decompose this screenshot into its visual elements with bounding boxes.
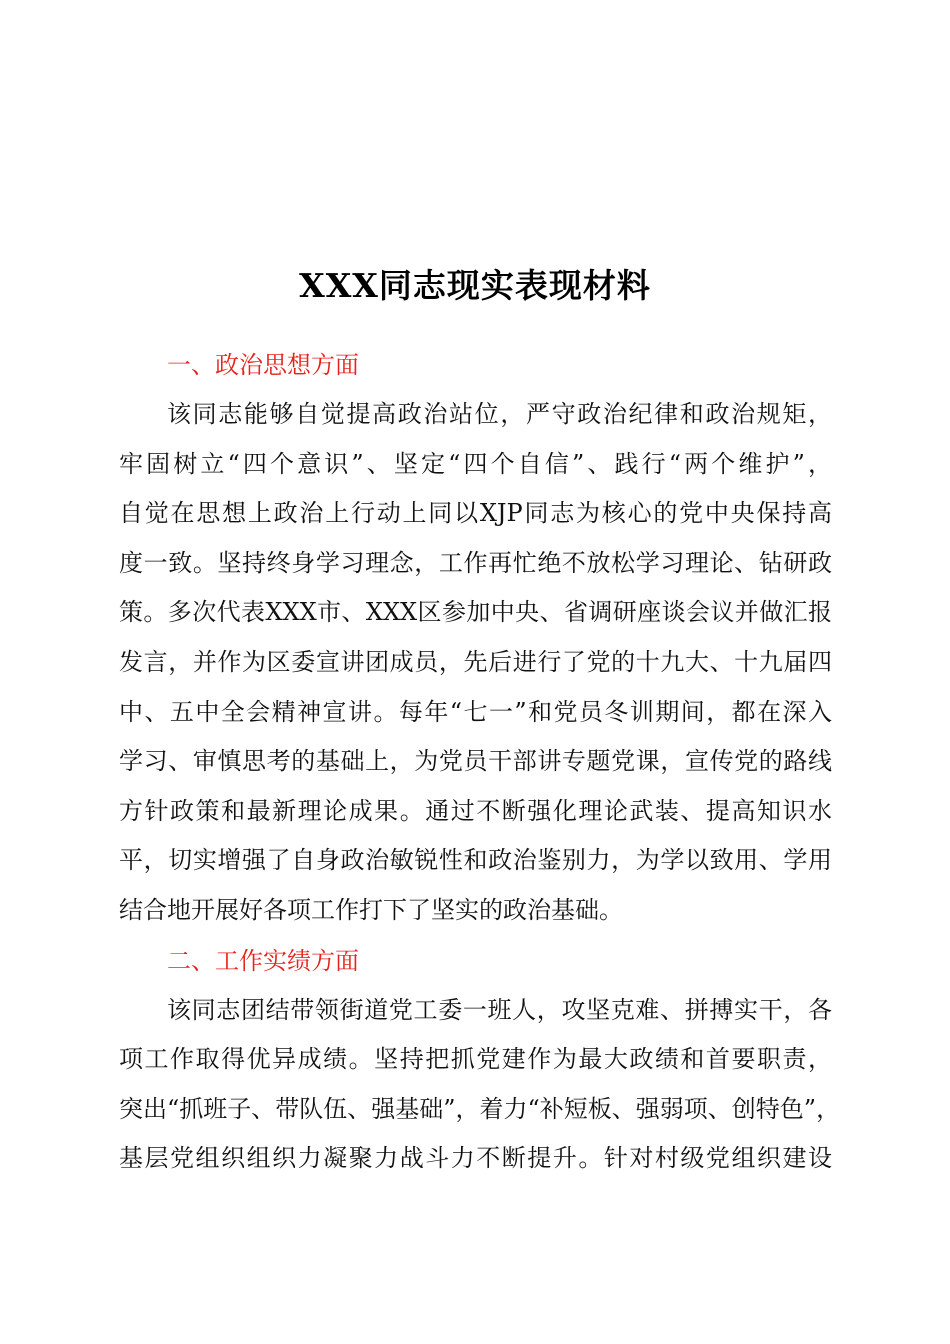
document-body — [119, 340, 841, 1184]
paragraph-line: 中、五中全会精神宣讲。每年“七一”和党员冬训期间，都在深入 — [119, 697, 832, 726]
paragraph-line: 基层党组织组织力凝聚力战斗力不断提升。针对村级党组织建设 — [119, 1144, 832, 1173]
section-heading-political: 一、政治思想方面 — [167, 351, 359, 379]
section-heading-work: 二、工作实绩方面 — [167, 946, 359, 975]
paragraph-line: 度一致。坚持终身学习理念，工作再忙绝不放松学习理论、钻研政 — [119, 548, 832, 577]
paragraph-line: 策。多次代表XXX市、XXX区参加中央、省调研座谈会议并做汇报 — [119, 598, 832, 627]
paragraph-line: 发言，并作为区委宣讲团成员，先后进行了党的十九大、十九届四 — [119, 647, 832, 676]
paragraph-line: 该同志能够自觉提高政治站位，严守政治纪律和政治规矩， — [167, 400, 832, 428]
paragraph-line: 项工作取得优异成绩。坚持把抓党建作为最大政绩和首要职责， — [119, 1045, 832, 1074]
paragraph-line: 结合地开展好各项工作打下了坚实的政治基础。 — [119, 895, 623, 924]
paragraph-line: 自觉在思想上政治上行动上同以XJP同志为核心的党中央保持高 — [119, 499, 832, 528]
paragraph-line: 方针政策和最新理论成果。通过不断强化理论武装、提高知识水 — [119, 796, 832, 825]
paragraph-line: 牢固树立“四个意识”、坚定“四个自信”、践行“两个维护”， — [119, 449, 832, 478]
paragraph-line: 该同志团结带领街道党工委一班人，攻坚克难、拼搏实干，各 — [167, 995, 832, 1024]
paragraph-line: 学习、审慎思考的基础上，为党员干部讲专题党课，宣传党的路线 — [119, 747, 832, 776]
paragraph-line: 平，切实增强了自身政治敏锐性和政治鉴别力，为学以致用、学用 — [119, 846, 832, 875]
paragraph-line: 突出“抓班子、带队伍、强基础”，着力“补短板、强弱项、创特色”， — [119, 1094, 841, 1123]
document-title: XXX同志现实表现材料 — [299, 266, 651, 305]
